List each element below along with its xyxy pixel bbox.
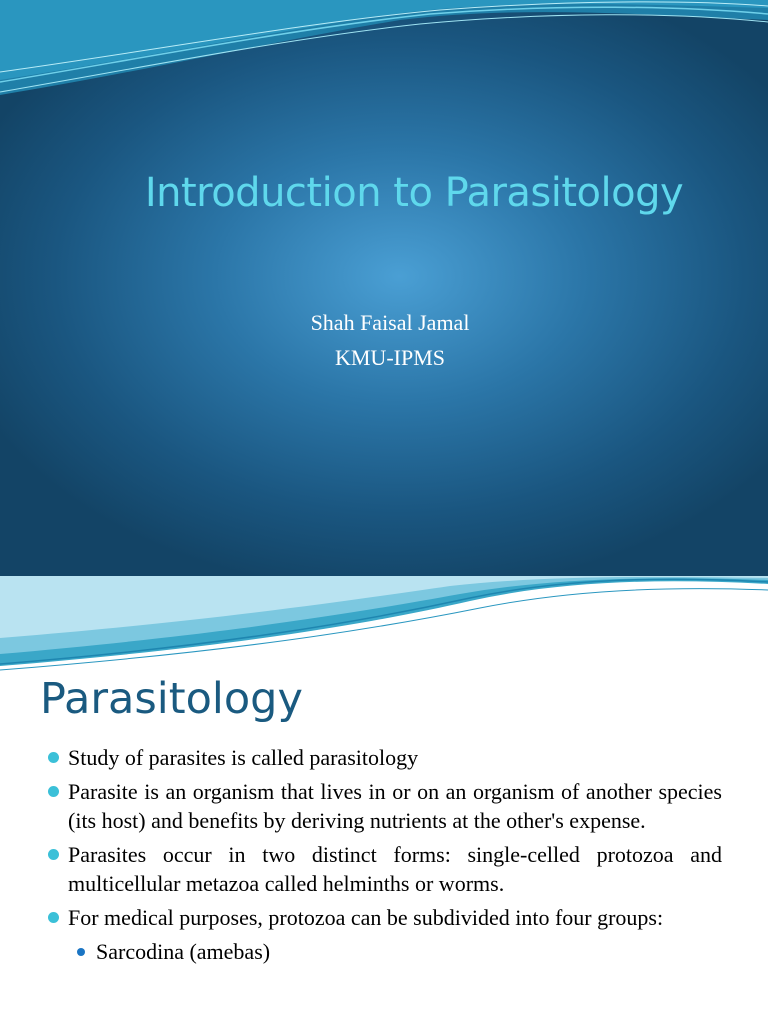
- list-item: [48, 840, 722, 898]
- list-item: [48, 777, 722, 835]
- author-name: Shah Faisal Jamal: [310, 310, 470, 335]
- bullet-text: Parasite is an organism that lives in or on an organism of another species (its host) and benefits by deriving nutrients at the other's expense.: [68, 779, 722, 833]
- sub-bullet-text: Sarcodina (amebas): [96, 939, 271, 964]
- list-item: [48, 743, 722, 772]
- bullet-text: Parasites occur in two distinct forms: single-celled protozoa and multicellular metazoa called helminths or worms.: [68, 842, 722, 896]
- sub-bullet-icon: [77, 948, 85, 956]
- bullet-icon: [48, 786, 59, 797]
- wave-decoration: [0, 0, 768, 110]
- list-item: [48, 903, 722, 932]
- institution-name: KMU-IPMS: [334, 345, 446, 370]
- bullet-icon: [48, 752, 59, 763]
- content-slide: [0, 576, 768, 1024]
- bullet-icon: [48, 912, 59, 923]
- bullet-icon: [48, 849, 59, 860]
- slide-title: Introduction to Parasitology: [144, 170, 684, 216]
- bullet-text: Study of parasites is called parasitology: [68, 745, 419, 770]
- slide-heading: Parasitology: [40, 674, 303, 724]
- sub-list-item: [48, 937, 722, 966]
- bullet-text: For medical purposes, protozoa can be subdivided into four groups:: [68, 905, 664, 930]
- wave-decoration: [0, 576, 768, 676]
- bullet-list: [48, 743, 722, 971]
